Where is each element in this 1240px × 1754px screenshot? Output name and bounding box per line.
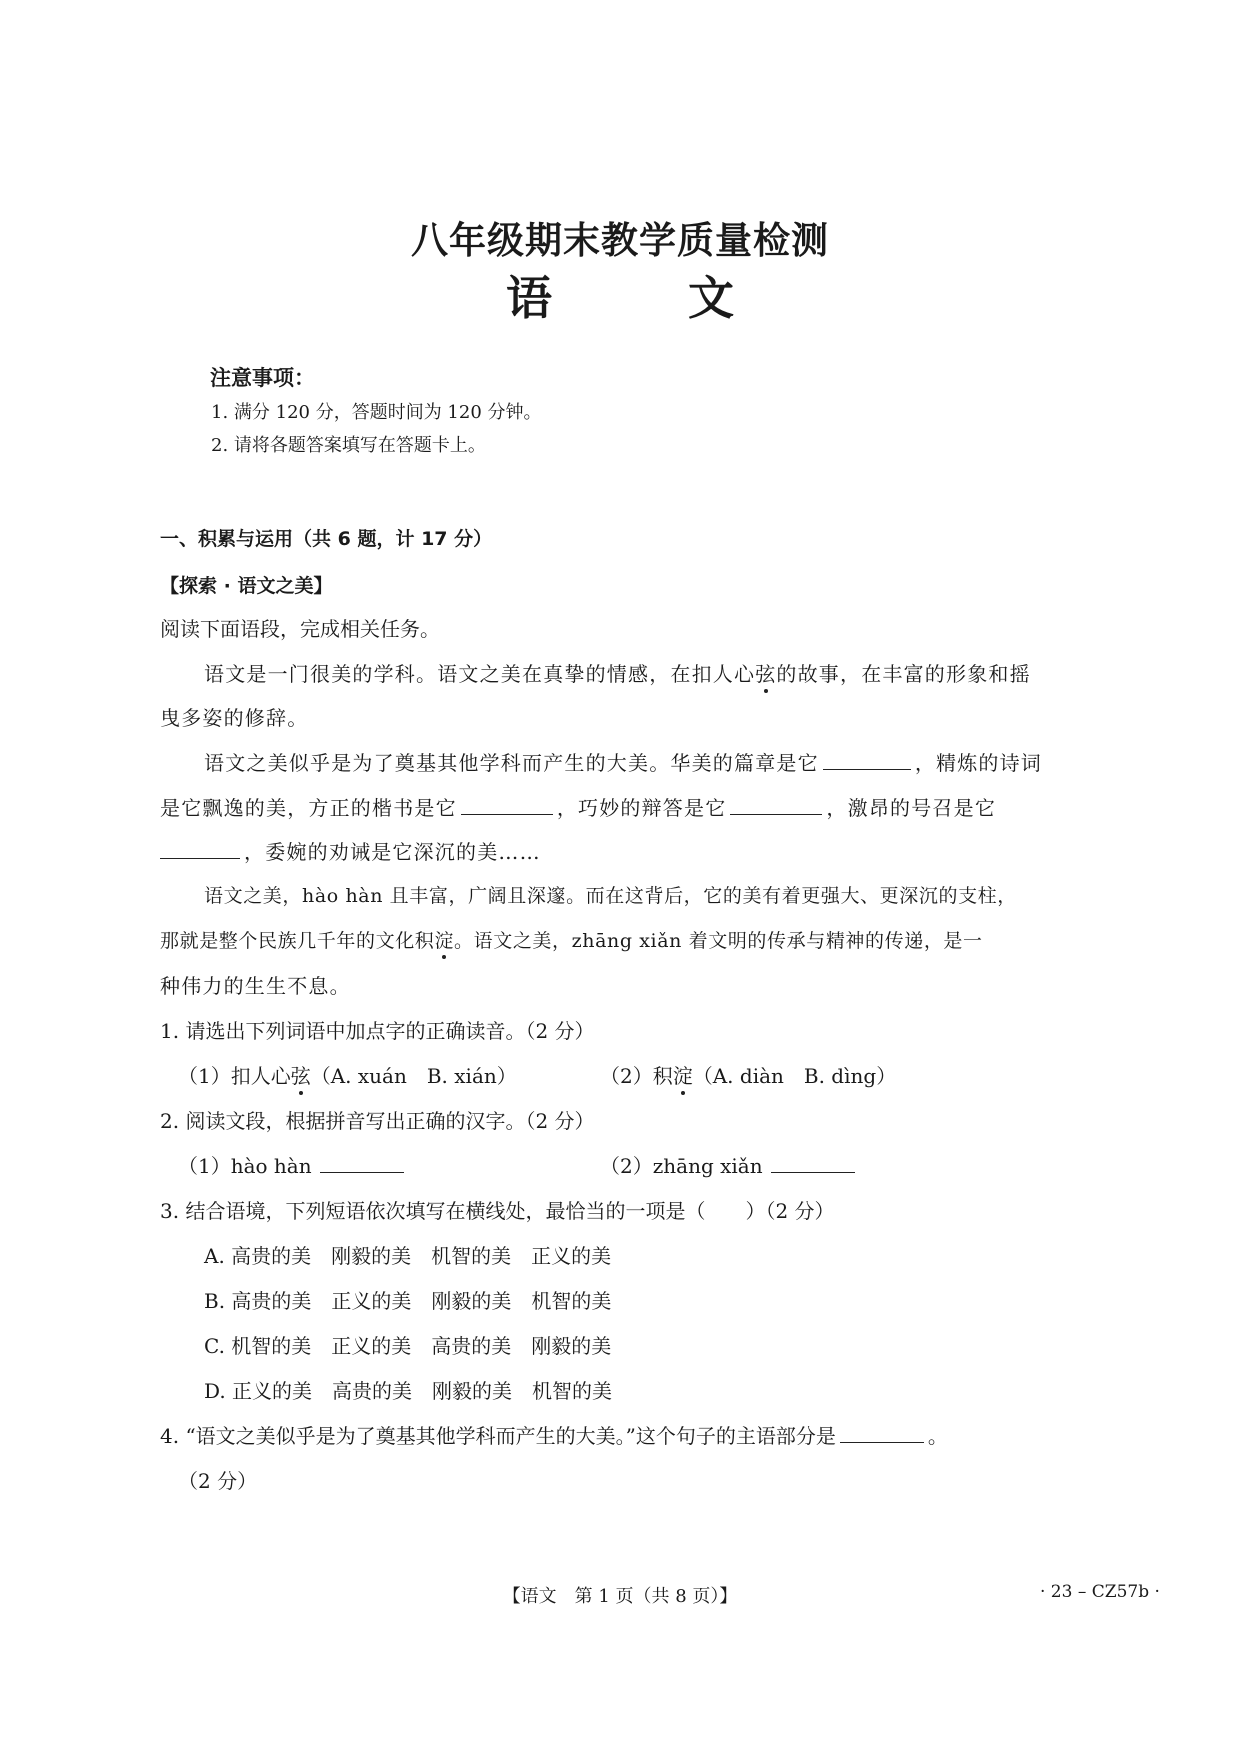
passage-p3-line2 [160, 926, 983, 953]
question-text: （A. diàn B. dìng） [692, 1064, 897, 1088]
passage-p3-line3: 种伟力的生生不息。 [160, 974, 351, 998]
answer-blank [320, 1154, 404, 1173]
passage-text: 的故事，在丰富的形象和摇 [776, 662, 1031, 686]
dotted-char: 弦 [755, 662, 777, 686]
passage-p1-line2: 曳多姿的修辞。 [160, 706, 309, 730]
question-3-option-b: B. 高贵的美 正义的美 刚毅的美 机智的美 [204, 1289, 612, 1313]
exam-title: 八年级期末教学质量检测 [411, 219, 829, 262]
answer-blank [160, 840, 240, 859]
passage-text: 是它飘逸的美，方正的楷书是它 [160, 796, 457, 820]
section-heading: 一、积累与运用（共 6 题，计 17 分） [160, 528, 493, 550]
question-3-option-c: C. 机智的美 正义的美 高贵的美 刚毅的美 [204, 1334, 612, 1358]
notice-heading: 注意事项： [210, 366, 315, 390]
answer-blank [771, 1154, 855, 1173]
question-3: 3. 结合语境，下列短语依次填写在横线处，最恰当的一项是（ ）（2 分） [160, 1199, 835, 1223]
instruction-text: 阅读下面语段，完成相关任务。 [160, 617, 440, 641]
question-text: （1）hào hàn [178, 1154, 312, 1178]
paper-code: · 23 – CZ57b · [1040, 1582, 1160, 1602]
passage-text: ，激昂的号召是它 [826, 796, 997, 820]
dotted-char: 淀 [672, 1064, 693, 1088]
question-text: 4. “语文之美似乎是为了奠基其他学科而产生的大美。”这个句子的主语部分是 [160, 1424, 836, 1448]
passage-p1-line1 [204, 658, 1031, 687]
question-2-item-2 [600, 1150, 859, 1179]
question-1-item-2 [600, 1060, 896, 1089]
question-text: （A. xuán B. xián） [310, 1064, 517, 1088]
passage-p2-line1 [204, 747, 1042, 776]
passage-text: ，委婉的劝诫是它深沉的美…… [244, 840, 541, 864]
dotted-char: 弦 [290, 1064, 311, 1088]
passage-p2-line2 [160, 792, 996, 821]
answer-blank [730, 796, 822, 815]
question-1-item-1 [178, 1060, 517, 1089]
question-text: （2）积 [600, 1064, 673, 1088]
question-4 [160, 1420, 948, 1449]
answer-blank [840, 1424, 924, 1443]
question-text: （2）zhāng xiǎn [600, 1154, 763, 1178]
notice-item-2: 2. 请将各题答案填写在答题卡上。 [211, 435, 486, 456]
subject-char-1: 语 [506, 271, 552, 325]
question-text: 。 [927, 1424, 948, 1448]
question-1: 1. 请选出下列词语中加点字的正确读音。（2 分） [160, 1019, 595, 1043]
answer-blank [461, 796, 553, 815]
passage-text: ，精炼的诗词 [914, 751, 1043, 775]
subject-title [0, 262, 1240, 328]
answer-blank [823, 751, 911, 770]
passage-p3-line1: 语文之美，hào hàn 且丰富，广阔且深邃。而在这背后，它的美有着更强大、更深沉的支柱， [204, 885, 1017, 907]
question-2-item-1 [178, 1150, 408, 1179]
question-4-score: （2 分） [178, 1469, 258, 1493]
passage-text: 。语文之美，zhāng xiǎn 着文明的传承与精神的传递，是一 [454, 930, 983, 952]
passage-text: 语文是一门很美的学科。语文之美在真挚的情感，在扣人心 [204, 662, 756, 686]
section-tag: 【探索 · 语文之美】 [160, 575, 333, 597]
passage-text: ，巧妙的辩答是它 [556, 796, 727, 820]
question-3-option-d: D. 正义的美 高贵的美 刚毅的美 机智的美 [204, 1379, 613, 1403]
dotted-char: 淀 [434, 930, 455, 952]
question-text: （1）扣人心 [178, 1064, 291, 1088]
subject-char-2: 文 [688, 271, 734, 325]
question-3-option-a: A. 高贵的美 刚毅的美 机智的美 正义的美 [204, 1244, 612, 1268]
passage-text: 语文之美似乎是为了奠基其他学科而产生的大美。华美的篇章是它 [204, 751, 819, 775]
question-2: 2. 阅读文段，根据拼音写出正确的汉字。（2 分） [160, 1109, 595, 1133]
passage-text: 那就是整个民族几千年的文化积 [160, 930, 435, 952]
page-footer: 【语文 第 1 页（共 8 页）】 [502, 1586, 738, 1607]
passage-p2-line3 [160, 836, 541, 865]
notice-item-1: 1. 满分 120 分，答题时间为 120 分钟。 [211, 402, 542, 423]
